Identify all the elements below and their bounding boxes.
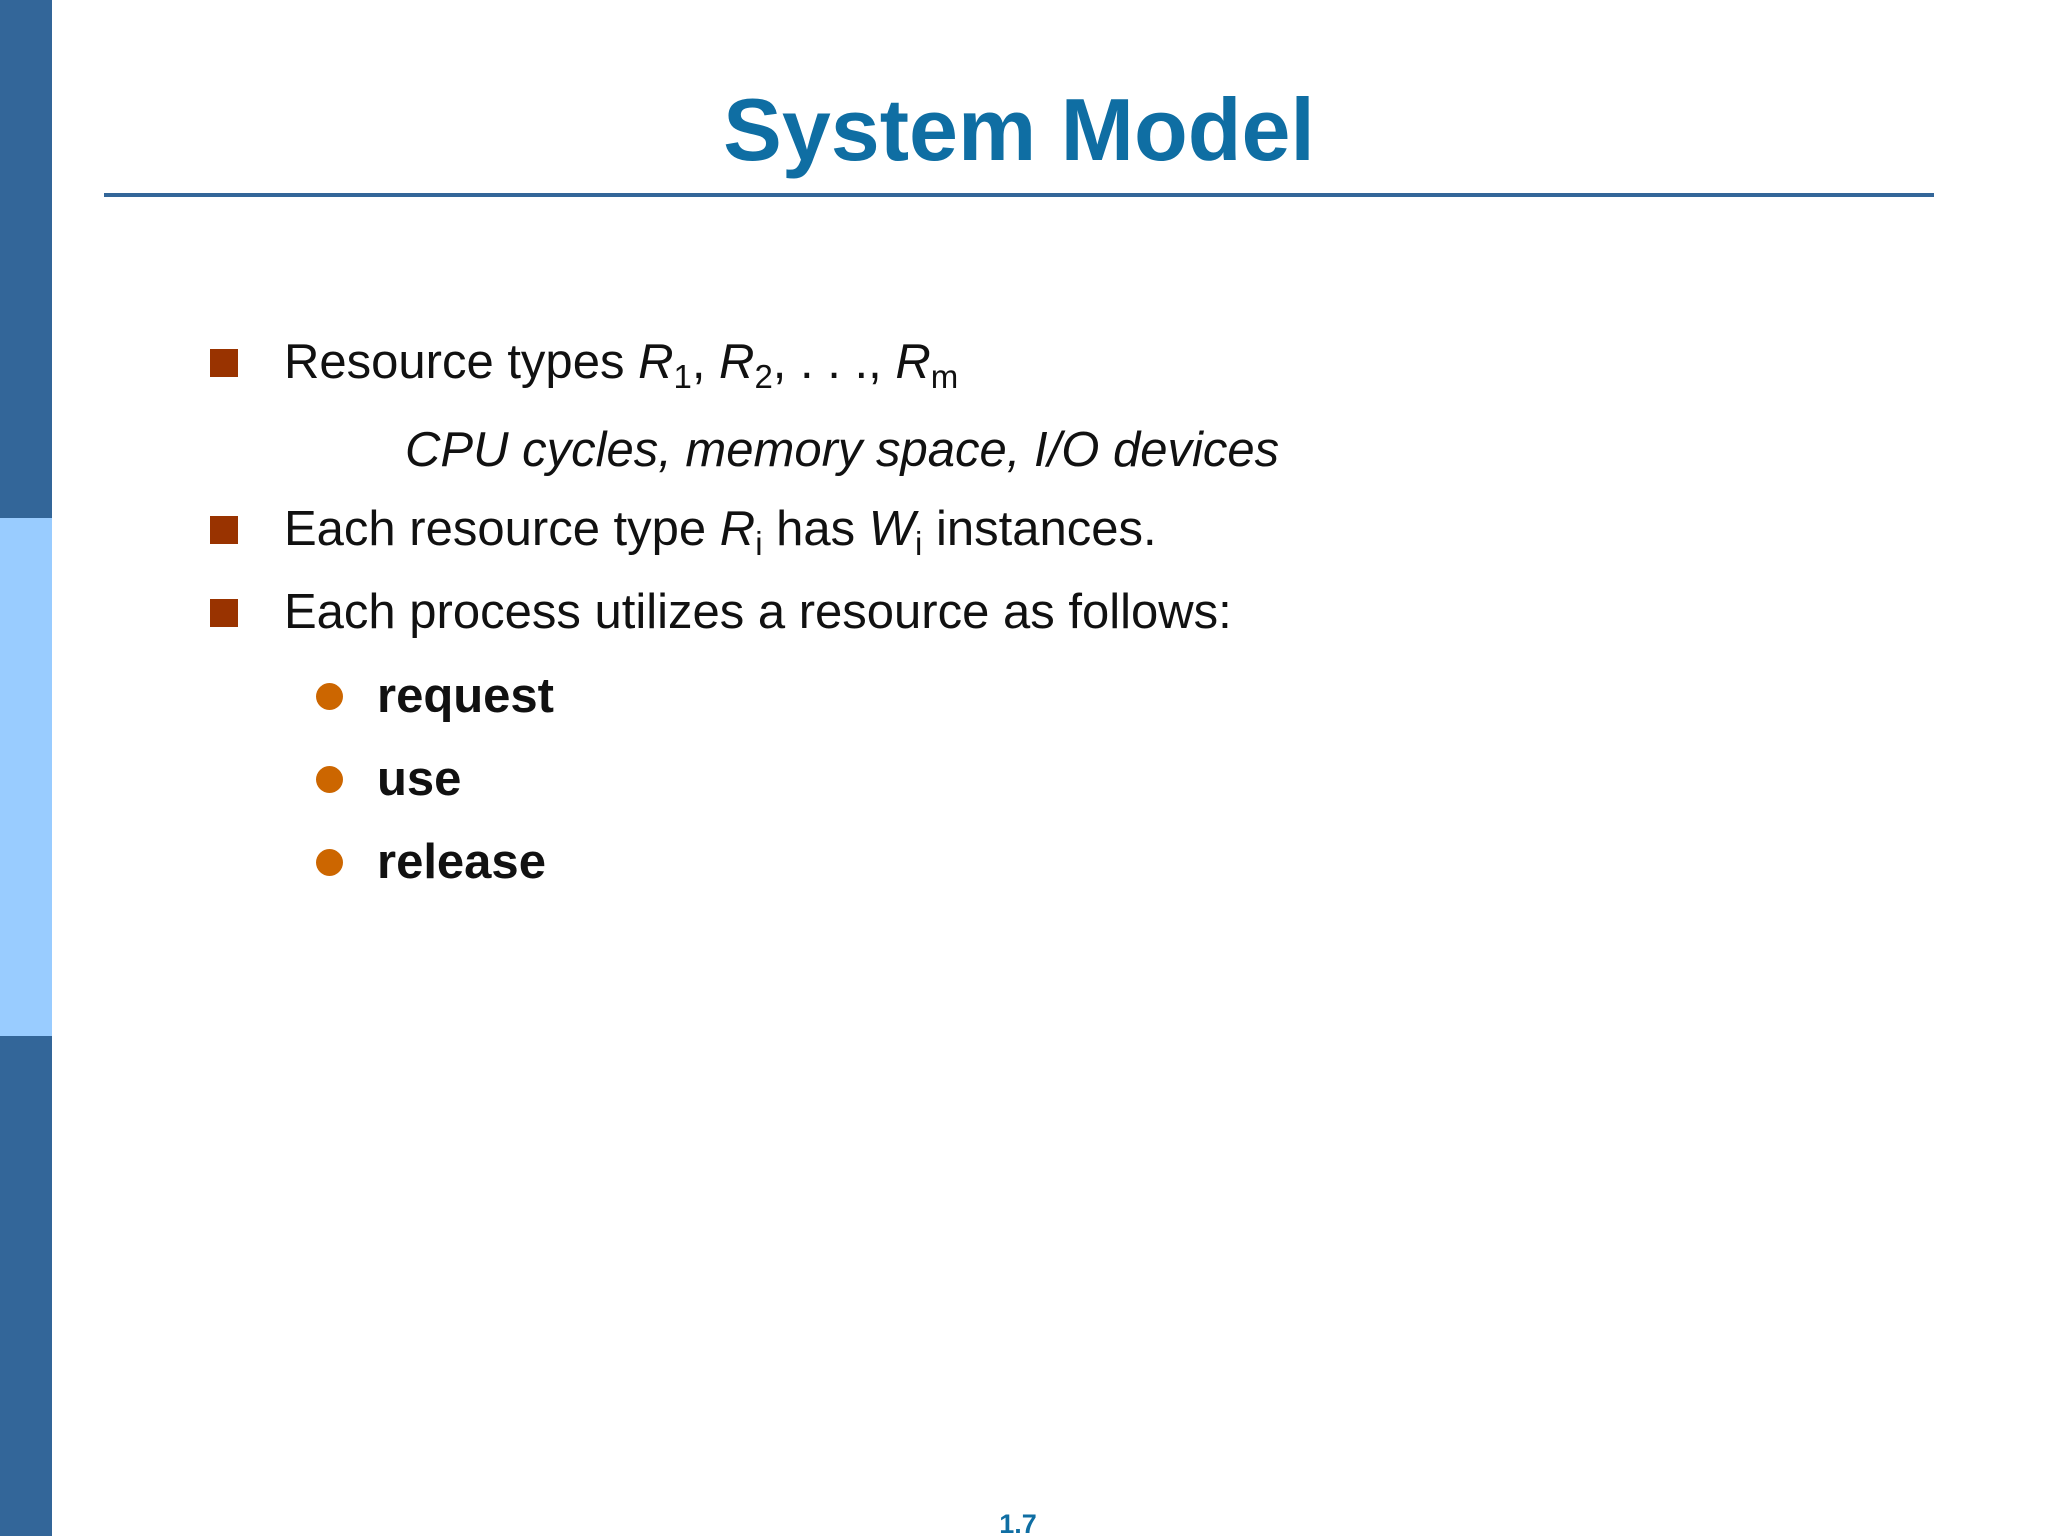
slide-title: System Model	[723, 80, 1315, 179]
bullet-resource-types	[284, 332, 959, 395]
circle-bullet-icon	[316, 849, 343, 876]
side-bar-top-segment	[0, 0, 52, 518]
separator: , . . .,	[772, 335, 896, 389]
square-bullet-icon	[210, 516, 238, 544]
side-bar-bottom-segment	[0, 1036, 52, 1536]
bullet-text: instances.	[922, 502, 1157, 556]
slide-side-bar	[0, 0, 52, 1536]
sub-item-use: use	[377, 752, 462, 806]
bullet-text: Each resource type	[284, 502, 720, 556]
side-bar-middle-segment	[0, 518, 52, 1036]
sub-item-release: release	[377, 835, 546, 889]
title-underline	[104, 193, 1934, 197]
sub-item-request: request	[377, 669, 555, 723]
square-bullet-icon	[210, 599, 238, 627]
subscript: 2	[754, 358, 773, 395]
bullet-text: Resource types	[284, 335, 639, 389]
subscript: 1	[673, 358, 692, 395]
symbol-r: R	[638, 335, 674, 389]
symbol-w: W	[868, 502, 916, 556]
symbol-r: R	[719, 502, 756, 556]
symbol-r: R	[719, 335, 755, 389]
subscript: i	[755, 525, 763, 562]
circle-bullet-icon	[316, 683, 343, 710]
square-bullet-icon	[210, 349, 238, 377]
page-number: 1.7	[999, 1509, 1037, 1539]
symbol-r: R	[895, 335, 931, 389]
circle-bullet-icon	[316, 766, 343, 793]
bullet-text: has	[762, 502, 869, 556]
bullet-process-utilizes: Each process utilizes a resource as follows:	[284, 585, 1232, 639]
resource-examples-note: CPU cycles, memory space, I/O devices	[405, 423, 1280, 477]
separator: ,	[691, 335, 720, 389]
bullet-resource-instances	[284, 499, 1157, 562]
subscript: i	[915, 525, 923, 562]
subscript: m	[930, 358, 959, 395]
